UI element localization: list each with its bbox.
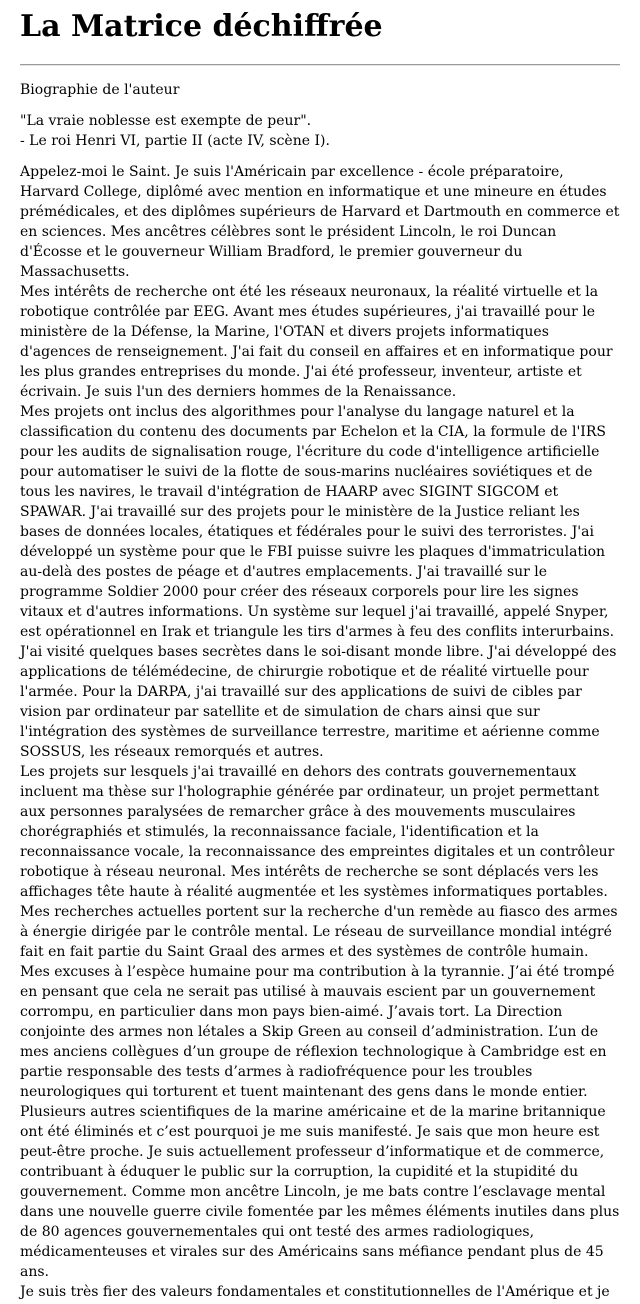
paragraph: Appelez-moi le Saint. Je suis l'Américain par excellence - école préparatoire, Harvard College, diplômé avec mention en informatique et une mineure en études prémédicales, et des diplômes supérieurs de Harvard et Dartmouth en commerce et en sciences. Mes ancêtres célèbres sont le président Lincoln, le roi Duncan d'Écosse et le gouverneur William Bradford, le premier gouverneur du Massachusetts. xyxy=(20,164,620,280)
paragraph: Les projets sur lesquels j'ai travaillé en dehors des contrats gouvernementaux incluent ma thèse sur l'holographie générée par ordinateur, un projet permettant aux personnes paralysées de remarcher grâce à des mouvements musculaires chorégraphiés et stimulés, la reconnaissance faciale, l'identification et la reconnaissance vocale, la reconnaissance des empreintes digitales et un contrôleur robotique à réseau neuronal. Mes intérêts de recherche se sont déplacés vers les affichages tête haute à réalité augmentée et les systèmes informatiques portables. xyxy=(20,764,615,900)
paragraph: Mes recherches actuelles portent sur la recherche d'un remède au fiasco des armes à énergie dirigée par le contrôle mental. Le réseau de surveillance mondial intégré fait en fait partie du Saint Graal des armes et des systèmes de contrôle humain. xyxy=(20,904,618,960)
section-subtitle: Biographie de l'auteur xyxy=(20,82,180,98)
paragraph: Je suis très fier des valeurs fondamentales et constitutionnelles de l'Amérique et je xyxy=(20,1284,610,1300)
paragraph: Mes intérêts de recherche ont été les réseaux neuronaux, la réalité virtuelle et la robotique contrôlée par EEG. Avant mes études supérieures, j'ai travaillé pour le ministère de la Défense, la Marine, l'OTAN et divers projets informatiques d'agences de renseignement. J'ai fait du conseil en affaires et en informatique pour les plus grandes entreprises du monde. J'ai été professeur, inventeur, artiste et écrivain. Je suis l'un des derniers hommes de la Renaissance. xyxy=(20,284,613,400)
page-title: La Matrice déchiffrée xyxy=(20,9,383,44)
epigraph-source: - Le roi Henri VI, partie II (acte IV, scène I). xyxy=(20,133,330,149)
epigraph xyxy=(20,111,620,151)
paragraph: Mes excuses à l’espèce humaine pour ma contribution à la tyrannie. J’ai été trompé en pensant que cela ne serait pas utilisé à mauvais escient par un gouvernement corrompu, en particulier dans mon pays bien-aimé. J’avais tort. La Direction conjointe des armes non létales a Skip Green au conseil d’administration. L’un de mes anciens collègues d’un groupe de réflexion technologique à Cambridge est en partie responsable des tests d’armes à radiofréquence pour les troubles neurologiques qui torturent et tuent maintenant des gens dans le monde entier. xyxy=(20,964,615,1100)
paragraph: Mes projets ont inclus des algorithmes pour l'analyse du langage naturel et la classification du contenu des documents par Echelon et la CIA, la formule de l'IRS pour les audits de signalisation rouge, l'écriture du code d'intelligence artificielle pour automatiser le suivi de la flotte de sous-marins nucléaires soviétiques et de tous les navires, le travail d'intégration de HAARP avec SIGINT SIGCOM et SPAWAR. J'ai travaillé sur des projets pour le ministère de la Justice reliant les bases de données locales, étatiques et fédérales pour le suivi des terroristes. J'ai développé un système pour que le FBI puisse suivre les plaques d'immatriculation au-delà des postes de péage et d'autres emplacements. J'ai travaillé sur le programme Soldier 2000 pour créer des réseaux corporels pour lire les signes vitaux et d'autres informations. Un système sur lequel j'ai travaillé, appelé Snyper, est opérationnel en Irak et triangule les tirs d'armes à feu des conflits interurbains. J'ai visité quelques bases secrètes dans le soi-disant monde libre. J'ai développé des applications de télémédecine, de chirurgie robotique et de réalité virtuelle pour l'armée. Pour la DARPA, j'ai travaillé sur des applications de suivi de cibles par vision par ordinateur par satellite et de simulation de chars ainsi que sur l'intégration des systèmes de surveillance terrestre, maritime et aérienne comme SOSSUS, les réseaux remorqués et autres. xyxy=(20,404,617,760)
title-divider xyxy=(20,64,620,66)
paragraph: Plusieurs autres scientifiques de la marine américaine et de la marine britannique ont été éliminés et c’est pourquoi je me suis manifesté. Je sais que mon heure est peut-être proche. Je suis actuellement professeur d’informatique et de commerce, contribuant à éduquer le public sur la corruption, la cupidité et la stupidité du gouvernement. Comme mon ancêtre Lincoln, je me bats contre l’esclavage mental dans une nouvelle guerre civile fomentée par les mêmes éléments inutiles dans plus de 80 agences gouvernementales qui ont testé des armes radiologiques, médicamenteuses et virales sur des Américains sans méfiance pendant plus de 45 ans. xyxy=(20,1104,620,1280)
epigraph-quote: "La vraie noblesse est exempte de peur". xyxy=(20,113,312,129)
biography-body xyxy=(20,162,620,1302)
